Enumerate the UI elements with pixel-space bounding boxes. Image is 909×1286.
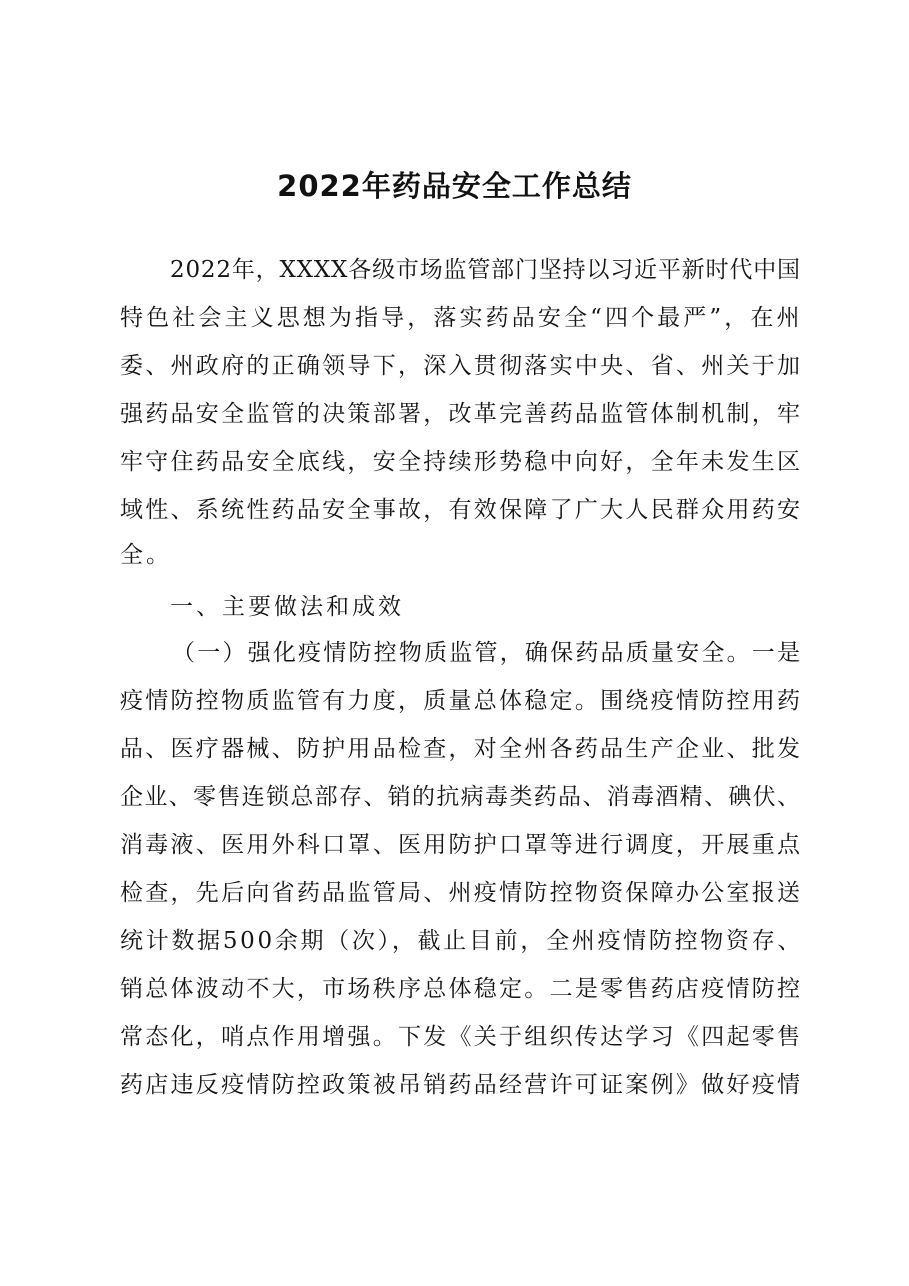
- paragraph-line: 2022年，XXXX各级市场监管部门坚持以习近平新时代中国: [170, 257, 801, 283]
- section-heading: 一、主要做法和成效: [170, 594, 404, 620]
- paragraph-line: 委、州政府的正确领导下，深入贯彻落实中央、省、州关于加: [120, 353, 803, 379]
- paragraph-line: 全。: [120, 542, 172, 568]
- document-title: 2022年药品安全工作总结: [277, 169, 632, 203]
- paragraph-line: 消毒液、医用外科口罩、医用防护口罩等进行调度，开展重点: [120, 832, 803, 858]
- paragraph-line: （一）强化疫情防控物质监管，确保药品质量安全。一是: [172, 640, 803, 666]
- paragraph-line: 常态化，哨点作用增强。下发《关于组织传达学习《四起零售: [120, 1024, 803, 1050]
- paragraph-line: 强药品安全监管的决策部署，改革完善药品监管体制机制，牢: [120, 401, 803, 427]
- paragraph-line: 检查，先后向省药品监管局、州疫情防控物资保障办公室报送: [120, 880, 803, 906]
- paragraph-line: 销总体波动不大，市场秩序总体稳定。二是零售药店疫情防控: [120, 976, 803, 1002]
- paragraph-line: 药店违反疫情防控政策被吊销药品经营许可证案例》做好疫情: [120, 1072, 803, 1098]
- paragraph-line: 品、医疗器械、防护用品检查，对全州各药品生产企业、批发: [120, 736, 803, 762]
- paragraph-line: 特色社会主义思想为指导，落实药品安全“四个最严”，在州: [120, 305, 803, 331]
- paragraph-line: 疫情防控物质监管有力度，质量总体稳定。围绕疫情防控用药: [120, 688, 803, 714]
- paragraph-line: 统计数据500余期（次），截止目前，全州疫情防控物资存、: [120, 928, 804, 954]
- paragraph-line: 牢守住药品安全底线，安全持续形势稳中向好，全年未发生区: [120, 449, 803, 475]
- paragraph-line: 企业、零售连锁总部存、销的抗病毒类药品、消毒酒精、碘伏、: [120, 784, 802, 810]
- paragraph-line: 域性、系统性药品安全事故，有效保障了广大人民群众用药安: [120, 497, 803, 523]
